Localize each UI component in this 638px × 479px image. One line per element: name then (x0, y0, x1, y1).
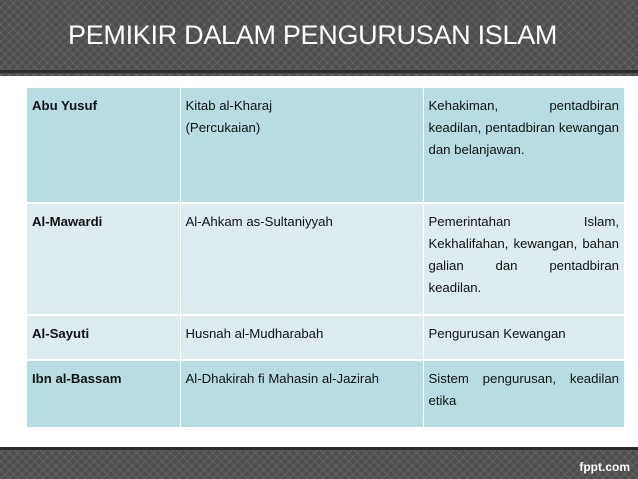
table-row (27, 88, 624, 203)
thinker-name: Al-Mawardi (27, 203, 180, 315)
header-divider (0, 70, 638, 73)
table-row (27, 315, 624, 360)
table-row (27, 203, 624, 315)
thinker-topic: Kehakiman, pentadbiran keadilan, pentadbiran kewangan dan belanjawan. (423, 88, 624, 203)
thinker-work: Husnah al-Mudharabah (180, 315, 423, 360)
thinker-name: Abu Yusuf (27, 88, 180, 203)
slide-footer (0, 447, 638, 479)
brand-logo-text: fppt.com (579, 460, 630, 474)
thinker-topic: Sistem pengurusan, keadilan etika (423, 360, 624, 428)
thinker-name: Ibn al-Bassam (27, 360, 180, 428)
thinker-work: Al-Ahkam as-Sultaniyyah (180, 203, 423, 315)
thinker-name: Al-Sayuti (27, 315, 180, 360)
thinker-work: Al-Dhakirah fi Mahasin al-Jazirah (180, 360, 423, 428)
thinkers-table (27, 88, 624, 429)
footer-divider (0, 447, 638, 450)
table-row (27, 360, 624, 428)
thinker-topic: Pemerintahan Islam, Kekhalifahan, kewangan, bahan galian dan pentadbiran keadilan. (423, 203, 624, 315)
slide-title: PEMIKIR DALAM PENGURUSAN ISLAM (68, 20, 558, 50)
thinker-topic: Pengurusan Kewangan (423, 315, 624, 360)
thinker-work: Kitab al-Kharaj (Percukaian) (180, 88, 423, 203)
